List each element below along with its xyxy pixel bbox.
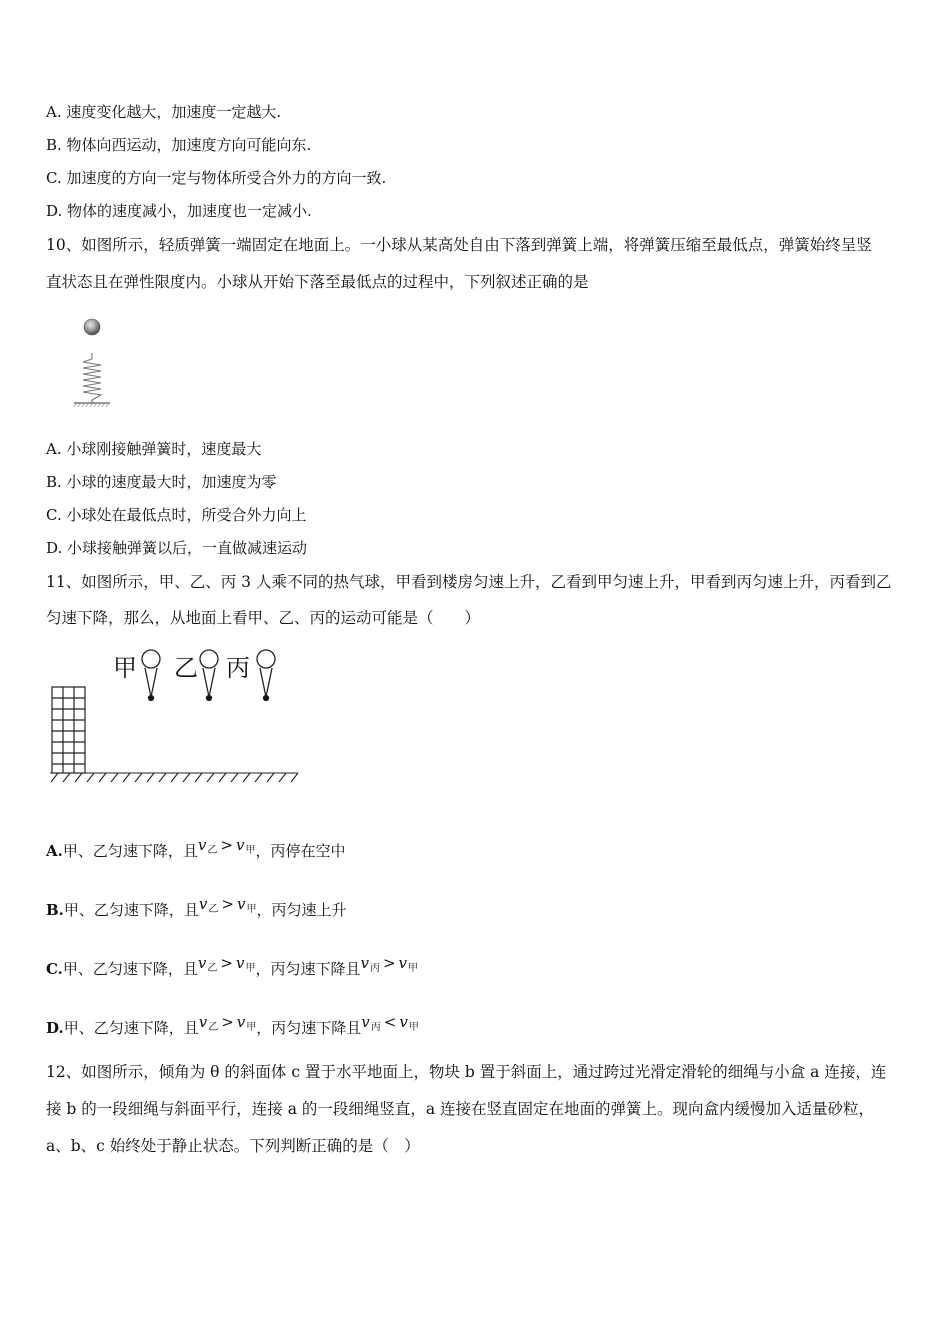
balloon-yi-icon [200, 650, 218, 701]
q10-stem-line2: 直状态且在弹性限度内。小球从开始下落至最低点的过程中，下列叙述正确的是 [46, 273, 589, 291]
q11-stem-line1: 11、如图所示，甲、乙、丙 3 人乘不同的热气球，甲看到楼房匀速上升，乙看到甲匀速上升，甲看到丙匀速上升，丙看到乙 [46, 573, 892, 591]
balloon-label-yi: 乙 [174, 654, 198, 682]
q10-option-a: A. 小球刚接触弹簧时，速度最大 [46, 440, 262, 458]
q12-line1: 12、如图所示，倾角为 θ 的斜面体 c 置于水平地面上，物块 b 置于斜面上，通过跨过光滑定滑轮的细绳与小盒 a 连接，连 [46, 1063, 887, 1081]
q10-option-c: C. 小球处在最低点时，所受合外力向上 [46, 506, 307, 524]
ground-icon [50, 773, 298, 782]
balloon-figure [46, 640, 306, 790]
q11-option-b: B.甲、乙匀速下降，且$v_乙 > v_甲$，丙匀速上升 [46, 895, 347, 919]
q9-option-a: A. 速度变化越大，加速度一定越大. [46, 103, 282, 121]
q11-option-d: D.甲、乙匀速下降，且$v_乙 > v_甲$，丙匀速下降且$v_丙 < v_甲$ [46, 1013, 419, 1037]
q10-option-b: B. 小球的速度最大时，加速度为零 [46, 473, 277, 491]
q11-stem-line2: 匀速下降，那么，从地面上看甲、乙、丙的运动可能是（ ） [46, 609, 481, 627]
ball-icon [84, 319, 100, 335]
q12-line2: 接 b 的一段细绳与斜面平行，连接 a 的一段细绳竖直，a 连接在竖直固定在地面的弹簧上。现向盒内缓慢加入适量砂粒， [46, 1100, 875, 1118]
q10-option-d: D. 小球接触弹簧以后，一直做减速运动 [46, 539, 308, 557]
balloon-label-bing: 丙 [226, 654, 250, 682]
q11-option-a: A.甲、乙匀速下降，且$v_乙 > v_甲$，丙停在空中 [46, 836, 346, 860]
q9-option-b: B. 物体向西运动，加速度方向可能向东. [46, 136, 312, 154]
building-icon [52, 687, 85, 773]
q11-option-c: C.甲、乙匀速下降，且$v_乙 > v_甲$，丙匀速下降且$v_丙 > v_甲$ [46, 954, 419, 978]
q9-option-d: D. 物体的速度减小，加速度也一定减小. [46, 202, 312, 220]
spring-ball-figure [70, 316, 114, 410]
q9-option-c: C. 加速度的方向一定与物体所受合外力的方向一致. [46, 169, 387, 187]
q10-stem-line1: 10、如图所示，轻质弹簧一端固定在地面上。一小球从某高处自由下落到弹簧上端，将弹簧压缩至最低点，弹簧始终呈竖 [46, 236, 872, 254]
q12-line3: a、b、c 始终处于静止状态。下列判断正确的是（ ） [46, 1137, 420, 1155]
balloon-label-jia: 甲 [113, 654, 137, 682]
balloon-jia-icon [142, 650, 160, 701]
spring-icon [83, 359, 101, 400]
balloon-bing-icon [257, 650, 275, 701]
